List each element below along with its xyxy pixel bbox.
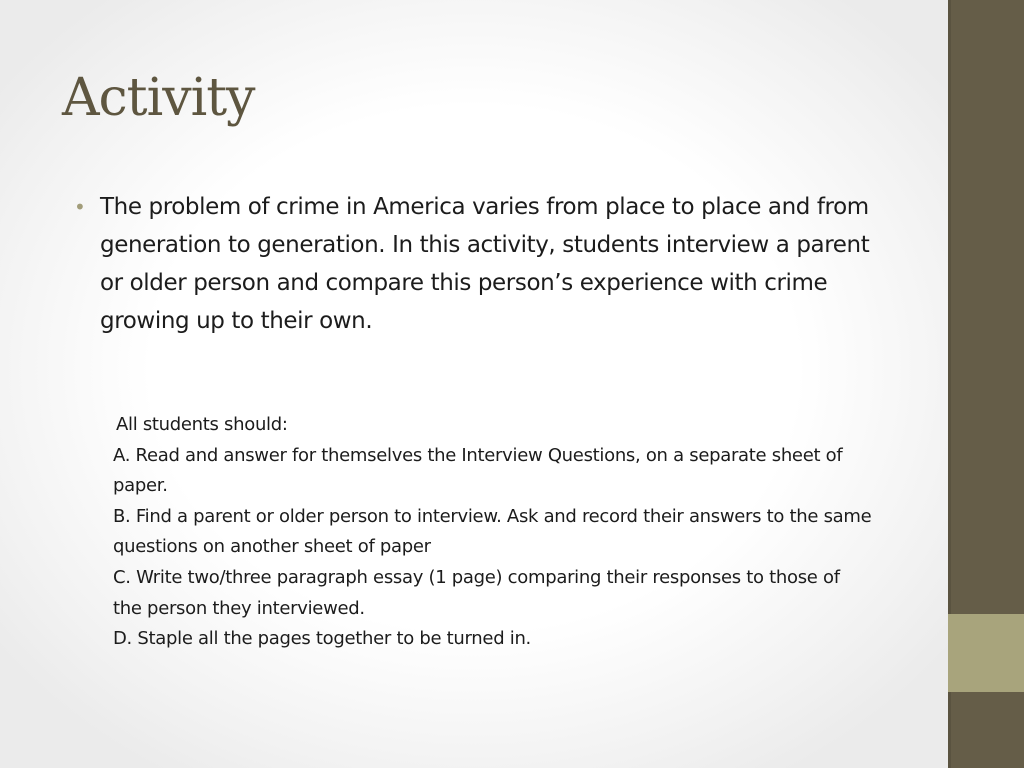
instruction-item-b: B. Find a parent or older person to interview. Ask and record their answers to the same questions on another sheet of paper <box>113 505 872 558</box>
bullet-icon: • <box>74 195 86 219</box>
bullet-item <box>74 188 880 340</box>
instructions-intro: All students should: <box>116 414 288 435</box>
instruction-item-c: C. Write two/three paragraph essay (1 page) comparing their responses to those of the person they interviewed. <box>113 566 840 619</box>
slide-title: Activity <box>62 68 255 128</box>
instructions-block <box>113 410 873 655</box>
instruction-item-a: A. Read and answer for themselves the Interview Questions, on a separate sheet of paper. <box>113 444 843 497</box>
instruction-item-d: D. Staple all the pages together to be turned in. <box>113 628 531 650</box>
bullet-text: The problem of crime in America varies from place to place and from generation to generation. In this activity, students interview a parent or older person and compare this person’s experience with crime growing up to their own. <box>100 194 870 334</box>
side-accent-block <box>948 614 1024 692</box>
